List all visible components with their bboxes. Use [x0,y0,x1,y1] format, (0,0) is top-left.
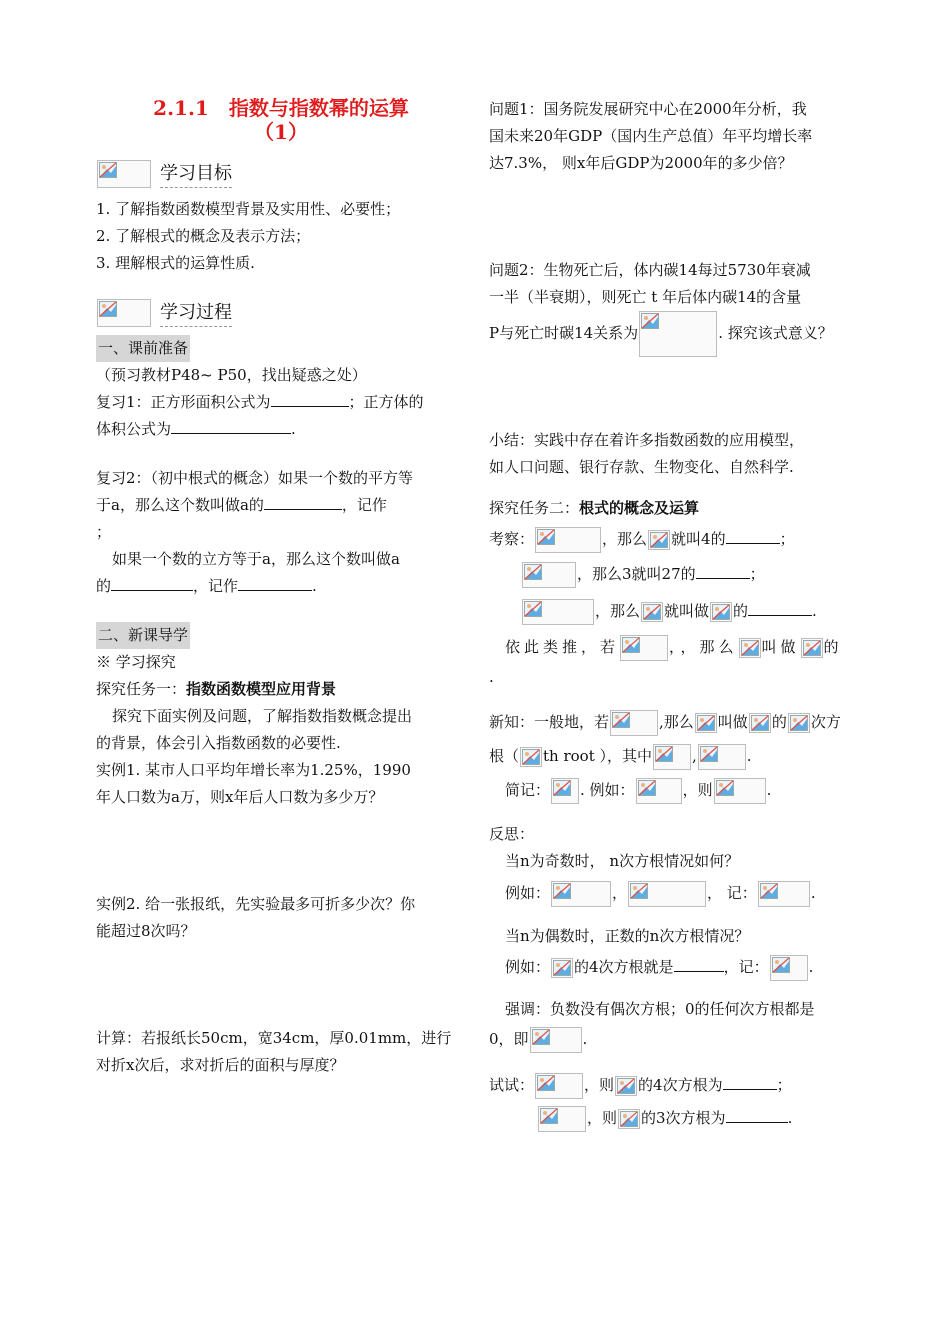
image-placeholder-icon [97,299,151,327]
answer-blank[interactable] [171,419,291,434]
answer-blank[interactable] [238,576,312,591]
answer-blank[interactable] [674,957,724,972]
formula-image-icon [551,958,573,978]
review1-line: 复习1：正方形面积公式为 ；正方体的 [96,393,424,411]
formula-image-icon [520,747,542,767]
question1: 问题1：国务院发展研究中心在2000年分析，我 [489,100,807,118]
example1: 实例1. 某市人口平均年增长率为1.25%，1990 [96,761,411,779]
answer-blank[interactable] [726,529,780,544]
prep-note: （预习教材P48~ P50，找出疑惑之处） [96,366,367,384]
page-title: 2.1.1 指数与指数幂的运算 （1） [153,96,409,144]
formula-image-icon [758,881,810,907]
formula-image-icon [653,744,691,770]
section-process [96,299,466,327]
stress-note: 强调：负数没有偶次方根；0的任何次方根都是 [505,1000,815,1018]
formula-image-icon [636,778,682,804]
section-goals [96,160,466,188]
process-heading: 学习过程 [160,299,232,327]
formula-image-icon [698,744,746,770]
answer-blank[interactable] [726,1108,788,1123]
explore-heading: ※ 学习探究 [96,653,176,671]
even-question: 当n为偶数时，正数的n次方根情况？ [505,927,750,945]
answer-blank[interactable] [111,576,193,591]
formula-image-icon [788,713,810,733]
right-column: 问题1：国务院发展研究中心在2000年分析，我 国未来20年GDP（国内生产总值）年平均增长率 达7.3%， 则x年后GDP为2000年的多少倍？ 问题2：生物死亡后，体内碳14每过5730年衰减 一半（半衰期），则死亡 t 年后体内碳14的含量 P与死亡时碳14关系为 . 探究该式意义？ 小结：实践中存在着许多指数函数的应用模型， 如人口问题、银行存款、生物变化、自然科学. 探究任务二：根式的概念及运算 考察： ，那么 就叫4的 ； ，那么3就叫27的 ； ，那么 就叫做 的 . 依此类推，若 ，，那么 叫做 的 . 新知：一般地，若 ,那么 叫做 的 次方 根（ th root ），其中 , . 简记： . 例如： ，则 . 反思： 当n为奇数时， n次方根情况如何？ 例如： ， ， 记： . 当n为偶数时，正数的n次方根情况？ 例如： 的4次方根就是 ，记： . 强调：负数没有偶次方根；0的任何次方根都是 0，即 . 试试： ，则 的4次方根为 ； ，则 的3次方根为 . [489,96,867,1135]
formula-image-icon [522,599,594,625]
answer-blank[interactable] [748,601,812,616]
formula-image-icon [535,1073,583,1099]
answer-blank[interactable] [271,392,349,407]
goal-item: 2. 了解根式的概念及表示方法； [96,227,311,245]
image-placeholder-icon [97,160,151,188]
example2: 实例2. 给一张报纸，先实验最多可折多少次？你 [96,895,416,913]
answer-blank[interactable] [264,495,342,510]
review2-line: 复习2：（初中根式的概念）如果一个数的平方等 [96,469,414,487]
formula-image-icon [618,1109,640,1129]
left-column: 2.1.1 指数与指数幂的运算 （1） 学习目标 1. 了解指数函数模型背景及实用性、必要性； 2. 了解根式的概念及表示方法； 3. 理解根式的运算性质. 学习过程 一、课前准备 （预习教材P48~ P50，找出疑惑之处） 复习1：正方形面积公式为 ；正方体的 体积公式为 . 复习2：（初中根式的概念）如果一个数的平方等 于a，那么这个数叫做a的 ，记作 ； 如果一个数的立方等于a，那么这个数叫做a 的 ，记作 . 二、新课导学 ※ 学习探究 探究任务一：指数函数模型应用背景 探究下面实例及问题，了解指数指数概念提出 的背景，体会引入指数函数的必要性. 实例1. 某市人口平均年增长率为1.25%，1990 年人口数为a万，则x年后人口数为多少万？ 实例2. 给一张报纸，先实验最多可折多少次？你 能超过8次吗？ 计算：若报纸长50cm，宽34cm，厚0.01mm，进行 对折x次后，求对折后的面积与厚度？ [96,96,466,1079]
formula-image-icon [739,638,761,658]
formula-image-icon [801,638,823,658]
formula-image-icon [538,1106,586,1132]
formula-image-icon [770,955,808,981]
new-lesson-heading: 二、新课导学 [96,622,190,649]
calc-question: 计算：若报纸长50cm，宽34cm，厚0.01mm，进行 [96,1029,452,1047]
formula-image-icon [551,881,611,907]
formula-image-icon [639,311,717,357]
task2-title: 根式的概念及运算 [579,499,700,517]
question2: 问题2：生物死亡后，体内碳14每过5730年衰减 [489,261,811,279]
formula-image-icon [628,881,706,907]
summary: 小结：实践中存在着许多指数函数的应用模型， [489,431,805,449]
formula-image-icon [535,527,601,553]
answer-blank[interactable] [723,1075,777,1090]
formula-image-icon [695,713,717,733]
formula-image-icon [714,778,766,804]
formula-image-icon [710,602,732,622]
formula-image-icon [648,530,670,550]
goal-item: 3. 理解根式的运算性质. [96,254,255,272]
formula-image-icon [620,635,668,661]
prep-heading: 一、课前准备 [96,335,190,362]
formula-image-icon [530,1027,582,1053]
formula-image-icon [551,778,579,804]
answer-blank[interactable] [696,564,750,579]
formula-image-icon [615,1076,637,1096]
goals-heading: 学习目标 [160,160,232,188]
goal-item: 1. 了解指数函数模型背景及实用性、必要性； [96,200,401,218]
formula-image-icon [522,562,576,588]
formula-image-icon [610,710,658,736]
formula-image-icon [641,602,663,622]
formula-image-icon [749,713,771,733]
odd-question: 当n为奇数时， n次方根情况如何？ [505,852,740,870]
task1-title: 指数函数模型应用背景 [186,680,337,698]
